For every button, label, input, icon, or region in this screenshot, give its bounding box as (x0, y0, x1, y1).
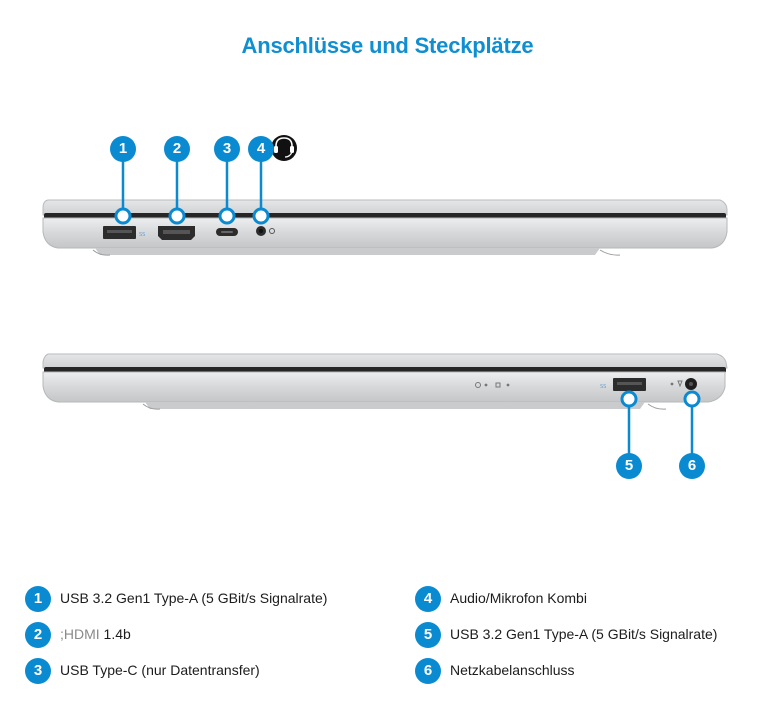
legend-number: 6 (415, 658, 441, 684)
legend-label: USB Type-C (nur Datentransfer) (60, 662, 260, 678)
callout-5: 5 (616, 453, 642, 479)
callout-6: 6 (679, 453, 705, 479)
laptop-right-side (43, 354, 727, 466)
headset-icon (271, 135, 297, 161)
legend-label: USB 3.2 Gen1 Type-A (5 GBit/s Signalrate) (450, 626, 718, 642)
hdmi-port (158, 226, 195, 240)
legend-number: 4 (415, 586, 441, 612)
legend-label: Netzkabelanschluss (450, 662, 575, 678)
legend-label: Audio/Mikrofon Kombi (450, 590, 587, 606)
legend-label-prefix: ;HDMI (60, 626, 100, 642)
legend-number: 5 (415, 622, 441, 648)
svg-text:SS: SS (139, 232, 146, 238)
laptop-left-side (43, 159, 727, 255)
callout-4: 4 (248, 136, 274, 162)
callout-2: 2 (164, 136, 190, 162)
legend-label-text: 1.4b (99, 626, 131, 642)
legend-number: 2 (25, 622, 51, 648)
page-title: Anschlüsse und Steckplätze (241, 33, 534, 58)
callout-3: 3 (214, 136, 240, 162)
callout-1: 1 (110, 136, 136, 162)
legend-label: USB 3.2 Gen1 Type-A (5 GBit/s Signalrate) (60, 590, 328, 606)
legend-label (60, 626, 131, 642)
svg-text:SS: SS (600, 384, 607, 390)
legend-number: 3 (25, 658, 51, 684)
usb-c-port (216, 228, 238, 236)
legend-number: 1 (25, 586, 51, 612)
